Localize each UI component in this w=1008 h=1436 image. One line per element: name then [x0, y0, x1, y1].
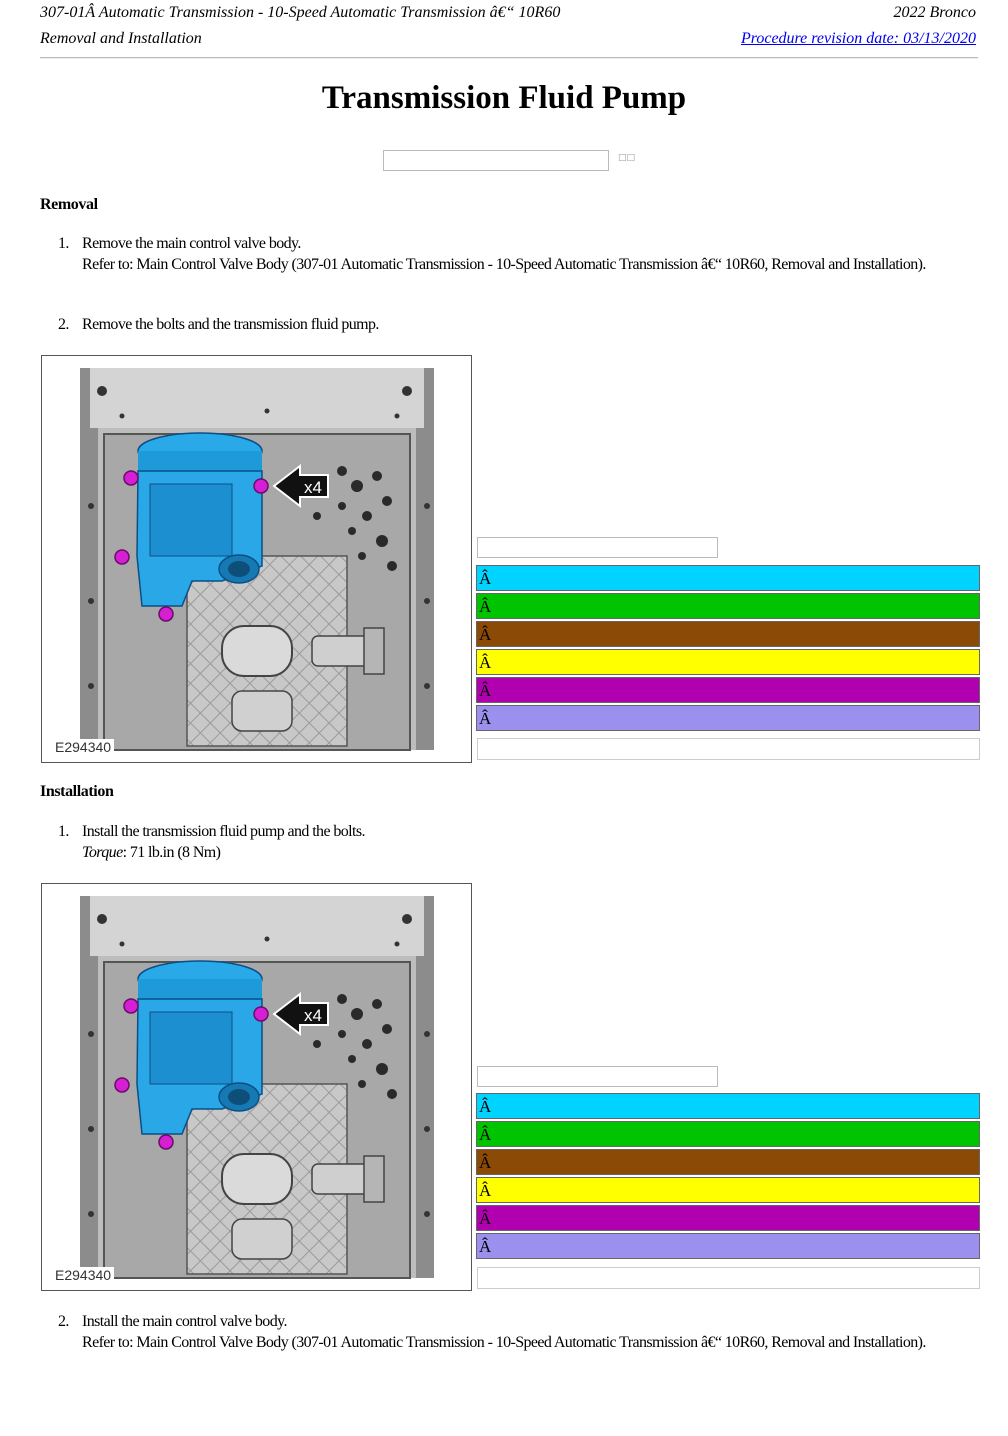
legend-entry[interactable]: Â	[476, 1177, 980, 1203]
step-number: 2.	[58, 316, 69, 333]
header-right	[741, 0, 976, 52]
step-text: Remove the main control valve body.	[82, 235, 301, 252]
search-input[interactable]	[383, 150, 609, 171]
step-text: Remove the bolts and the transmission fluid pump.	[82, 316, 379, 333]
header-vehicle: 2022 Bronco	[893, 4, 976, 21]
step-number: 1.	[58, 823, 69, 840]
legend-filter-input[interactable]	[477, 537, 718, 558]
header-subsection: Removal and Installation	[40, 30, 202, 47]
torque-label: Torque	[82, 844, 123, 861]
legend-entry[interactable]: Â	[476, 677, 980, 703]
legend-entry[interactable]: Â	[476, 593, 980, 619]
installation-heading: Installation	[40, 783, 114, 800]
step-reference: Refer to: Main Control Valve Body (307-01 Automatic Transmission - 10-Speed Automatic Transmission â€“ 10R60, Removal and Installation).	[82, 256, 926, 273]
legend-entry[interactable]: Â	[476, 1121, 980, 1147]
legend-entry[interactable]: Â	[476, 1205, 980, 1231]
quantity-callout: x4	[304, 478, 322, 497]
quantity-callout: x4	[304, 1006, 322, 1025]
step-text: Install the main control valve body.	[82, 1313, 287, 1330]
legend-entry[interactable]: Â	[476, 621, 980, 647]
header-section-title: 307-01Â Automatic Transmission - 10-Speed Automatic Transmission â€“ 10R60	[40, 4, 561, 21]
transmission-pump-illustration	[42, 356, 471, 762]
legend-entry[interactable]: Â	[476, 565, 980, 591]
legend-entry[interactable]: Â	[476, 705, 980, 731]
removal-heading: Removal	[40, 196, 98, 213]
removal-illustration	[41, 355, 472, 763]
figure-code: E294340	[52, 1267, 114, 1283]
legend-entry[interactable]: Â	[476, 1233, 980, 1259]
torque-value: : 71 lb.in (8 Nm)	[122, 844, 221, 861]
page-title: Transmission Fluid Pump	[321, 80, 687, 116]
search-options-icon[interactable]: □□	[618, 153, 636, 163]
legend-entry[interactable]: Â	[476, 649, 980, 675]
installation-illustration	[41, 883, 472, 1291]
installation-step-1	[58, 821, 948, 863]
step-text: Install the transmission fluid pump and the bolts.	[82, 823, 365, 840]
procedure-revision-link[interactable]: Procedure revision date: 03/13/2020	[740, 30, 976, 47]
removal-step-1	[58, 233, 948, 275]
figure-code: E294340	[52, 739, 114, 755]
torque-spec	[82, 842, 948, 863]
step-number: 2.	[58, 1313, 69, 1330]
legend-footer-input[interactable]	[477, 738, 980, 760]
legend-filter-input[interactable]	[477, 1066, 718, 1087]
legend-entry[interactable]: Â	[476, 1149, 980, 1175]
removal-step-2	[58, 314, 948, 335]
legend-entry[interactable]: Â	[476, 1093, 980, 1119]
step-reference: Refer to: Main Control Valve Body (307-01 Automatic Transmission - 10-Speed Automatic Transmission â€“ 10R60, Removal and Installation).	[82, 1334, 926, 1351]
transmission-pump-illustration	[42, 884, 471, 1290]
header-divider	[40, 57, 978, 59]
legend-footer-input[interactable]	[477, 1267, 980, 1289]
step-number: 1.	[58, 235, 69, 252]
installation-step-2	[58, 1311, 948, 1353]
header-left	[40, 0, 560, 52]
